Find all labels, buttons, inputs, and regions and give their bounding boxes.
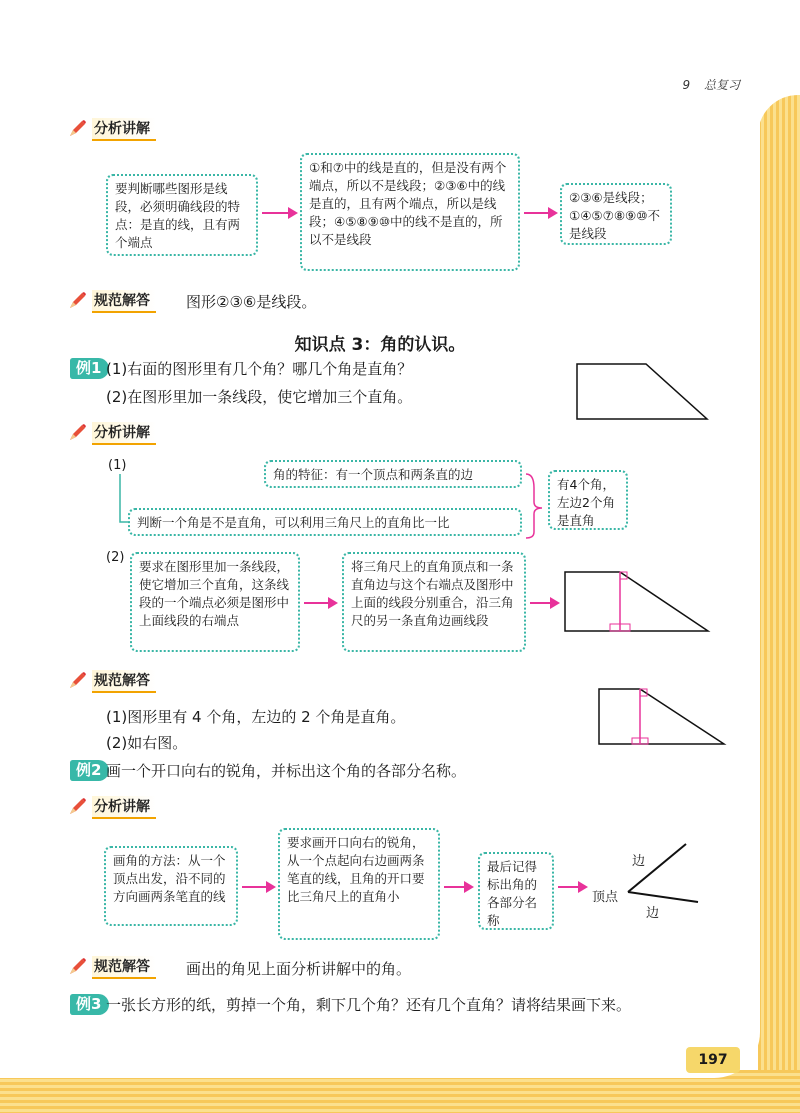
answer-tag-2 [66, 670, 156, 692]
method-box-a: 画角的方法：从一个顶点出发，沿不同的方向画两条笔直的线 [104, 846, 238, 926]
trapezoid-figure [576, 363, 708, 421]
analysis-box-2: ①和⑦中的线是直的，但是没有两个端点，所以不是线段；②③⑥中的线是直的，且有两个端点，所以是线段；④⑤⑧⑨⑩中的线不是直的，所以不是线段 [300, 153, 520, 271]
example1-question-1: (1)右面的图形里有几个角？哪几个角是直角？ [106, 360, 413, 378]
running-header [683, 76, 740, 93]
chapter-number: 9 [682, 78, 691, 92]
pencil-icon [66, 956, 88, 978]
part-1-label: (1) [108, 458, 127, 473]
method-box-c: 最后记得标出角的各部分名称 [478, 852, 554, 930]
example2-question: 画一个开口向右的锐角，并标出这个角的各部分名称。 [106, 762, 467, 780]
page-edge-decoration [758, 95, 800, 1113]
requirement-box: 要求在图形里加一条线段，使它增加三个直角，这条线段的一个端点必须是图形中上面线段的右端点 [130, 552, 300, 652]
arrow [558, 886, 586, 888]
method-box: 将三角尺上的直角顶点和一条直角边与这个右端点及图形中上面的线段分别重合，沿三角尺的另一条直角边画线段 [342, 552, 526, 652]
analysis-tag-3 [66, 796, 156, 818]
page-number: 197 [686, 1047, 740, 1073]
method-box-b: 要求画开口向右的锐角，从一个点起向右边画两条笔直的线，且角的开口要比三角尺上的直角小 [278, 828, 440, 940]
answer-trapezoid-figure [598, 688, 726, 746]
analysis-box-3: ②③⑥是线段；①④⑤⑦⑧⑨⑩不是线段 [560, 183, 672, 245]
example1-question-2: (2)在图形里加一条线段，使它增加三个直角。 [106, 388, 413, 406]
example3-question: 一张长方形的纸，剪掉一个角，剩下几个角？还有几个直角？请将结果画下来。 [106, 996, 632, 1014]
analysis-label: 分析讲解 [92, 796, 156, 819]
example-badge-3: 例3 [70, 994, 109, 1015]
judge-box: 判断一个角是不是直角，可以利用三角尺上的直角比一比 [128, 508, 522, 536]
answer-text-2: 画出的角见上面分析讲解中的角。 [186, 960, 412, 978]
arrow [304, 602, 336, 604]
answer-1-line-1: (1)图形里有 4 个角，左边的 2 个角是直角。 [106, 708, 406, 726]
result-box: 有4个角，左边2个角是直角 [548, 470, 628, 530]
answer-text-1: 图形②③⑥是线段。 [186, 293, 317, 311]
pencil-icon [66, 290, 88, 312]
answer-tag-3 [66, 956, 156, 978]
analysis-tag-1 [66, 118, 156, 140]
pencil-icon [66, 422, 88, 444]
analysis-box-1: 要判断哪些图形是线段，必须明确线段的特点：是直的线，且有两个端点 [106, 174, 258, 256]
arrow [524, 212, 556, 214]
chapter-title: 总复习 [703, 78, 740, 92]
arrow [262, 212, 296, 214]
pencil-icon [66, 670, 88, 692]
angle-vertex-label: 顶点 [592, 890, 619, 905]
knowledge-title: 知识点 3：角的认识。 [294, 335, 466, 355]
answer-label: 规范解答 [92, 670, 156, 693]
answer-tag-1 [66, 290, 156, 312]
part-2-label: (2) [106, 550, 125, 565]
answer-label: 规范解答 [92, 290, 156, 313]
answer-label: 规范解答 [92, 956, 156, 979]
analysis-label: 分析讲解 [92, 118, 156, 141]
analysis-label: 分析讲解 [92, 422, 156, 445]
arrow [530, 602, 558, 604]
example-badge-1: 例1 [70, 358, 109, 379]
pencil-icon [66, 796, 88, 818]
trapezoid-with-line-figure [564, 571, 710, 633]
angle-edge-label-top: 边 [632, 854, 646, 869]
arrow [444, 886, 472, 888]
answer-1-line-2: (2)如右图。 [106, 734, 188, 752]
angle-edge-label-bottom: 边 [646, 906, 660, 921]
pencil-icon [66, 118, 88, 140]
brace-connectors [110, 474, 550, 544]
analysis-tag-2 [66, 422, 156, 444]
example-badge-2: 例2 [70, 760, 109, 781]
feature-box: 角的特征：有一个顶点和两条直的边 [264, 460, 522, 488]
arrow [242, 886, 274, 888]
